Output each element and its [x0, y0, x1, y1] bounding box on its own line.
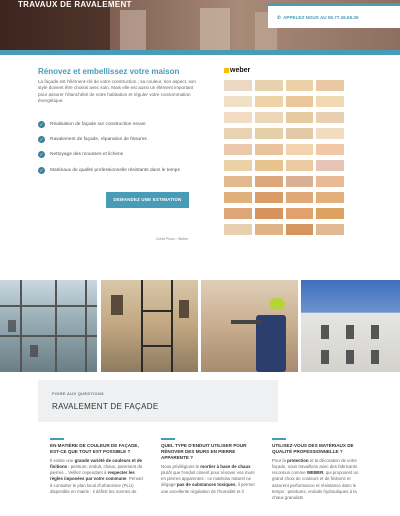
intro-title: Rénovez et embellissez votre maison	[38, 67, 180, 76]
faq-item	[272, 438, 367, 502]
color-swatch	[316, 176, 344, 187]
color-swatch	[286, 96, 314, 107]
phone-icon: ✆	[277, 15, 281, 20]
color-swatch	[316, 128, 344, 139]
color-swatch	[224, 144, 252, 155]
hero-window	[120, 10, 146, 55]
faq-subtitle: FOIRE AUX QUESTIONS	[52, 391, 105, 396]
weber-color-chart	[224, 67, 344, 247]
feature-label: Réalisation de façade sur construction neuve	[50, 122, 146, 127]
faq-answer: Il existe une grande variété de couleurs et de finitions : peinture, enduit, chaux, parement de pierres... Veillez cependant à respecter les règles imposées par votre commune. Pensez à consulter le plan local d'urbanisme (PLU) disponible en mairie : il définit les normes de	[50, 457, 144, 494]
color-swatch	[316, 144, 344, 155]
color-swatch	[316, 192, 344, 203]
faq-answer: Pour la protection et la décoration de votre façade, nous travaillons avec des fabricants reconnus comme WEBER, qui proposent un grand choix de couleurs et de finitions et assurent performance et résistance dans le temps : peintures, enduits hydrauliques à la chaux granulats	[272, 457, 359, 501]
faq-item	[50, 438, 145, 495]
check-icon: ✓	[39, 152, 44, 157]
color-swatch	[286, 112, 314, 123]
estimate-button[interactable]: DEMANDEZ UNE ESTIMATION	[106, 192, 189, 208]
feature-item	[38, 168, 198, 175]
check-icon: ✓	[39, 137, 44, 142]
color-swatch	[255, 192, 283, 203]
color-swatch	[316, 112, 344, 123]
photo-credit: Crédit Photo : Weber	[155, 237, 189, 241]
color-swatch	[255, 96, 283, 107]
check-icon: ✓	[39, 168, 44, 173]
feature-item	[38, 152, 198, 159]
page-title: TRAVAUX DE RAVALEMENT	[18, 0, 132, 9]
hero-window	[200, 8, 230, 55]
swatch-grid	[224, 80, 344, 235]
color-swatch	[286, 144, 314, 155]
color-swatch	[224, 128, 252, 139]
feature-label: Nettoyage des mousses et lichens	[50, 152, 124, 157]
color-swatch	[316, 160, 344, 171]
color-swatch	[255, 224, 283, 235]
phone-label: APPELEZ NOUS AU 06.77.26.65.35	[283, 15, 359, 20]
faq-accent	[161, 438, 175, 440]
faq-item	[161, 438, 256, 495]
color-swatch	[286, 176, 314, 187]
color-swatch	[286, 128, 314, 139]
faq-question: UTILISEZ-VOUS DES MATÉRIAUX DE QUALITÉ PROFESSIONNELLE ?	[272, 442, 354, 454]
color-swatch	[316, 80, 344, 91]
hero-accent-bar	[0, 50, 400, 55]
color-swatch	[316, 96, 344, 107]
color-swatch	[255, 160, 283, 171]
color-swatch	[255, 128, 283, 139]
hero-banner	[0, 0, 400, 55]
faq-header	[38, 380, 278, 422]
color-swatch	[255, 112, 283, 123]
color-swatch	[286, 80, 314, 91]
color-swatch	[316, 224, 344, 235]
feature-item	[38, 137, 198, 144]
faq-question: QUEL TYPE D'ENDUIT UTILISER POUR RÉNOVER DES MURS EN PIERRE APPARENTE ?	[161, 442, 247, 460]
color-swatch	[255, 176, 283, 187]
feature-item	[38, 122, 198, 129]
color-swatch	[224, 96, 252, 107]
faq-accent	[272, 438, 286, 440]
color-swatch	[224, 176, 252, 187]
intro-text: La façade est l'élément-clé de votre construction ; sa couleur, son aspect, son style doivent être choisis avec soin. Mais elle est aussi un élément important pour assurer l'étanchéité de votre habitation et réguler votre consommation énergétique.	[38, 79, 196, 104]
phone-call-button[interactable]	[268, 3, 400, 28]
faq-accent	[50, 438, 64, 440]
color-swatch	[316, 208, 344, 219]
color-swatch	[224, 208, 252, 219]
feature-label: Matériaux de qualité professionnelle résistants dans le temps	[50, 168, 180, 173]
color-swatch	[286, 192, 314, 203]
color-swatch	[224, 112, 252, 123]
check-icon: ✓	[39, 122, 44, 127]
feature-label: Ravalement de façade, réparation de fissures	[50, 137, 147, 142]
faq-question: EN MATIÈRE DE COULEUR DE FAÇADE, EST-CE QUE TOUT EST POSSIBLE ?	[50, 442, 139, 454]
color-swatch	[224, 160, 252, 171]
color-swatch	[255, 144, 283, 155]
color-swatch	[224, 80, 252, 91]
color-swatch	[255, 80, 283, 91]
color-swatch	[286, 160, 314, 171]
photo-renovated-building	[301, 280, 400, 372]
faq-answer: Nous privilégions le mortier à base de chaux plutôt que l'enduit ciment pour rénover vos murs en pierres apparentes : ce matériau naturel ne dégage pas de substances toxiques, il permet une excellente régulation de l'humidité et il	[161, 463, 255, 494]
color-swatch	[286, 224, 314, 235]
color-swatch	[224, 224, 252, 235]
faq-title: RAVALEMENT DE FAÇADE	[52, 402, 159, 411]
weber-logo: weber	[224, 67, 250, 74]
photo-scaffold-facade	[101, 280, 198, 372]
color-swatch	[286, 208, 314, 219]
photo-scaffold-tarp	[0, 280, 97, 372]
color-swatch	[224, 192, 252, 203]
photo-worker-drill	[201, 280, 298, 372]
color-swatch	[255, 208, 283, 219]
